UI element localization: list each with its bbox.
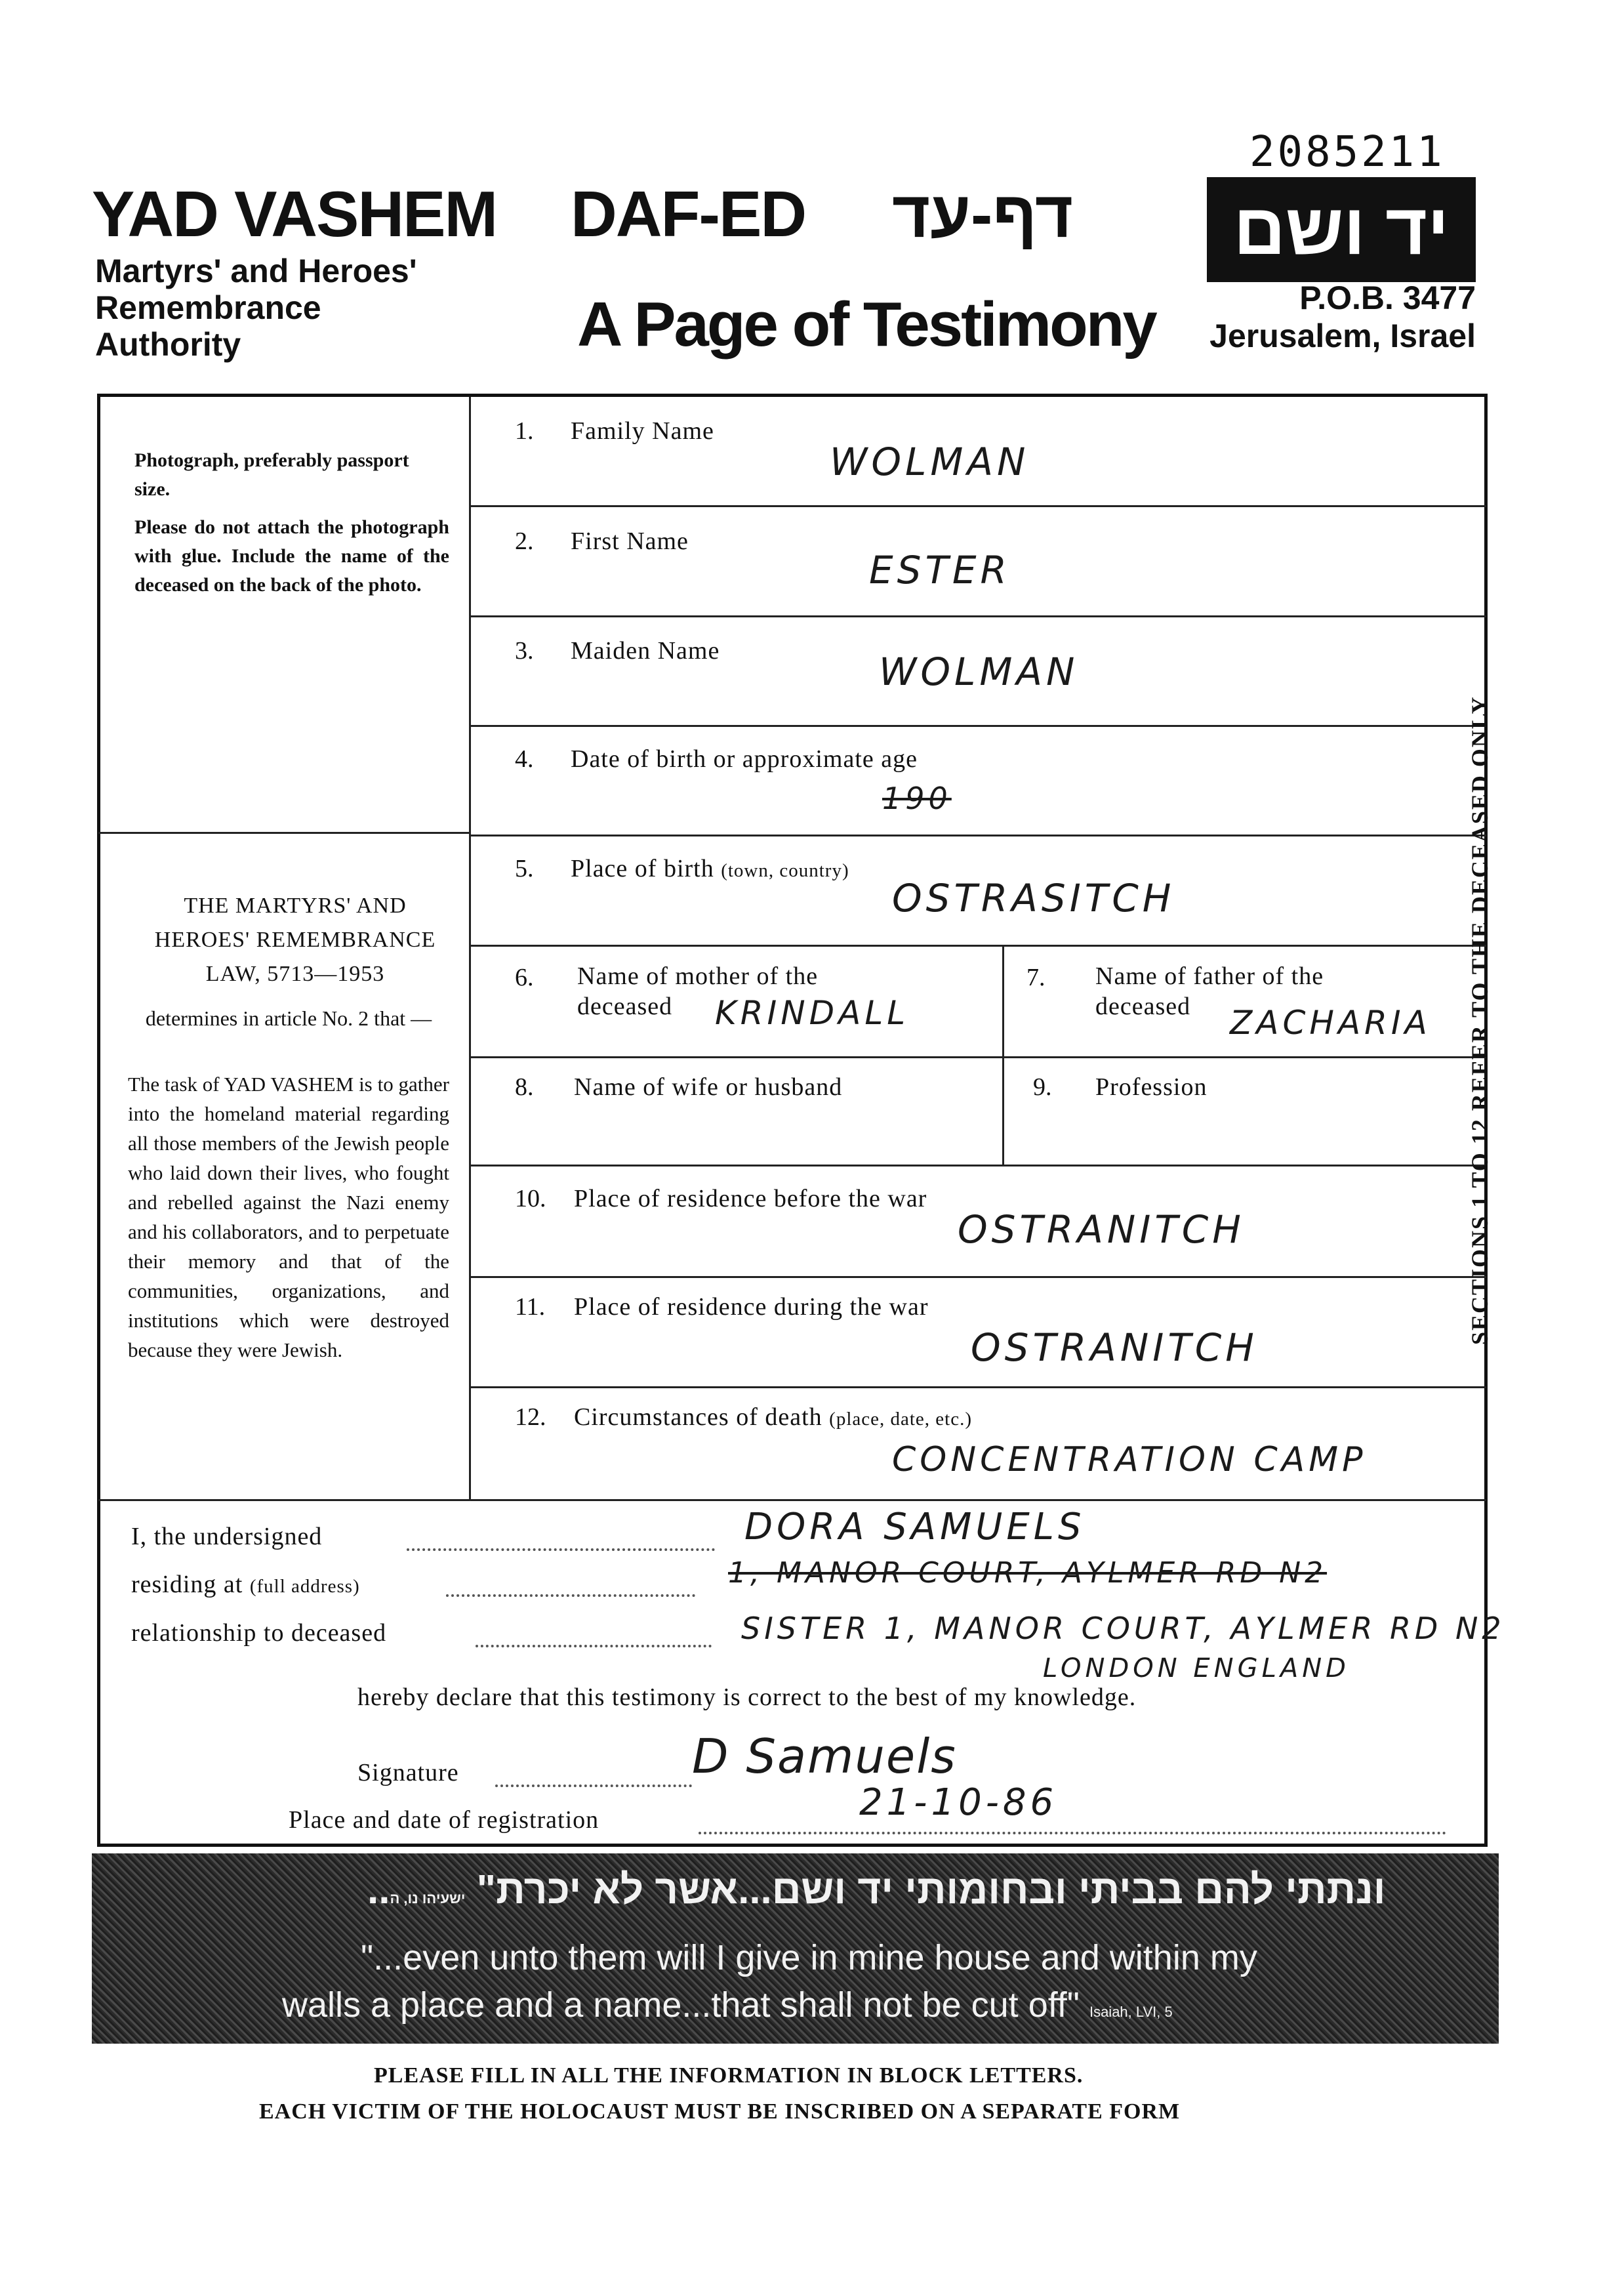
org-name: YAD VASHEM [92, 178, 497, 250]
banner-hebrew-ref: ישעיהו נו, ה [390, 1890, 466, 1907]
dotted-line [407, 1547, 715, 1551]
circumstances-of-death-label [574, 1403, 972, 1432]
mother-name-value[interactable]: KRINDALL [715, 994, 910, 1032]
declaration-divider [98, 1499, 1486, 1501]
mid-column-divider [1002, 945, 1004, 1165]
row-divider [471, 1386, 1486, 1388]
sections-side-note: SECTIONS 1 TO 12 REFER TO THE DECEASED ONLY [1467, 695, 1493, 1345]
field-number: 1. [515, 417, 534, 445]
family-name-value[interactable]: WOLMAN [830, 440, 1030, 484]
hebrew-title: דף-עד [892, 178, 1074, 251]
field-number: 4. [515, 745, 534, 773]
photo-note-size: Photograph, preferably passport size. [134, 449, 409, 500]
daf-ed-title: DAF-ED [571, 178, 806, 250]
org-subtitle-line: Remembrance [95, 289, 321, 326]
field-number: 6. [515, 964, 534, 991]
photo-panel-divider [98, 832, 471, 834]
father-name-label-line: deceased [1095, 993, 1191, 1020]
row-divider [471, 1056, 1486, 1058]
spouse-name-label: Name of wife or husband [574, 1073, 843, 1101]
undersigned-label: I, the undersigned [131, 1523, 323, 1550]
field-number: 12. [515, 1403, 546, 1431]
place-date-value[interactable]: 21-10-86 [859, 1781, 1058, 1824]
maiden-name-label: Maiden Name [571, 637, 720, 665]
date-of-birth-label: Date of birth or approximate age [571, 745, 918, 773]
banner-english-line-2 [282, 1985, 1173, 2025]
family-name-label: Family Name [571, 417, 714, 445]
field-number: 5. [515, 855, 534, 882]
first-name-label: First Name [571, 527, 689, 555]
row-divider [471, 1276, 1486, 1278]
yad-vashem-logo: יד ושם [1207, 177, 1476, 282]
photo-note-instructions: Please do not attach the photograph with glue. Include the name of the deceased on the back of the photo. [134, 516, 449, 596]
residence-during-war-label: Place of residence during the war [574, 1293, 929, 1321]
footer-instruction-1: PLEASE FILL IN ALL THE INFORMATION IN BLOCK LETTERS. [374, 2063, 1084, 2088]
banner-english-text: walls a place and a name...that shall not be cut off" [282, 1985, 1080, 2025]
signature-label: Signature [357, 1759, 459, 1786]
field-number: 2. [515, 527, 534, 555]
photo-note [134, 446, 449, 600]
declaration-statement: hereby declare that this testimony is correct to the best of my knowledge. [357, 1683, 1137, 1711]
org-subtitle-line: Authority [95, 326, 241, 363]
place-of-birth-label [571, 854, 849, 883]
org-subtitle-line: Martyrs' and Heroes' [95, 253, 417, 289]
undersigned-value[interactable]: DORA SAMUELS [744, 1506, 1086, 1548]
father-name-label-line: Name of father of the [1095, 962, 1324, 990]
field-number: 9. [1033, 1073, 1052, 1101]
row-divider [471, 835, 1486, 836]
field-number: 11. [515, 1293, 546, 1321]
dotted-line [476, 1643, 712, 1647]
residing-label-text: residing at [131, 1571, 243, 1598]
dotted-line [495, 1783, 692, 1787]
relationship-value-city[interactable]: LONDON ENGLAND [1043, 1653, 1350, 1683]
law-body: The task of YAD VASHEM is to gather into the homeland material regarding all those members of the Jewish people who laid down their lives, who fought and rebelled against the Nazi enemy and his collaborators, and to perpetuate their memory and that of the communities, organizations, and institutions which were destroyed because they were Jewish. [128, 1073, 449, 1361]
place-of-birth-sublabel: (town, country) [721, 860, 849, 881]
banner-hebrew-text: ..ונתתי להם בביתי ובחומותי יד ושם...אשר לא יכרת" [367, 1867, 1386, 1912]
circumstances-of-death-label-text: Circumstances of death [574, 1403, 822, 1431]
row-divider [471, 505, 1486, 507]
residing-label [131, 1570, 360, 1599]
pob: P.O.B. 3477 [1299, 279, 1476, 316]
father-name-value[interactable]: ZACHARIA [1230, 1004, 1431, 1042]
residing-sublabel: (full address) [249, 1576, 360, 1597]
address-block [1200, 279, 1476, 355]
city: Jerusalem, Israel [1209, 318, 1476, 354]
residence-before-war-label: Place of residence before the war [574, 1185, 927, 1212]
date-of-birth-value[interactable]: 190 [882, 781, 952, 816]
mother-name-label-line: Name of mother of the [577, 962, 819, 990]
banner-english-ref: Isaiah, LVI, 5 [1089, 2004, 1173, 2020]
left-column-divider [469, 397, 471, 1499]
org-subtitle [95, 253, 489, 363]
quote-banner [92, 1853, 1499, 2044]
signature-value[interactable]: D Samuels [692, 1729, 957, 1784]
circumstances-of-death-sublabel: (place, date, etc.) [829, 1409, 973, 1430]
field-number: 8. [515, 1073, 534, 1101]
banner-english-line-1: "...even unto them will I give in mine house and within my [361, 1938, 1257, 1977]
field-number: 10. [515, 1185, 546, 1212]
row-divider [471, 725, 1486, 727]
law-title: THE MARTYRS' AND HEROES' REMEMBRANCE LAW, 5713—1953 [154, 894, 436, 986]
profession-label: Profession [1095, 1073, 1208, 1101]
residence-before-war-value[interactable]: OSTRANITCH [958, 1207, 1245, 1252]
place-date-label: Place and date of registration [289, 1806, 599, 1834]
maiden-name-value[interactable]: WOLMAN [879, 650, 1079, 694]
residing-value[interactable]: 1, MANOR COURT, AYLMER RD N2 [728, 1556, 1328, 1590]
banner-hebrew-quote [367, 1867, 1385, 1913]
field-number: 3. [515, 637, 534, 665]
mother-name-label-line: deceased [577, 993, 673, 1020]
first-name-value[interactable]: ESTER [869, 548, 1011, 592]
document-number: 2085211 [1249, 128, 1445, 176]
row-divider [471, 615, 1486, 617]
relationship-label: relationship to deceased [131, 1619, 387, 1647]
row-divider [471, 945, 1486, 947]
footer-instruction-2: EACH VICTIM OF THE HOLOCAUST MUST BE INSCRIBED ON A SEPARATE FORM [259, 2099, 1181, 2124]
page-title: A Page of Testimony [577, 289, 1156, 360]
relationship-value[interactable]: SISTER 1, MANOR COURT, AYLMER RD N2 [741, 1611, 1505, 1646]
residence-during-war-value[interactable]: OSTRANITCH [971, 1325, 1258, 1370]
field-number: 7. [1026, 964, 1045, 991]
law-determines: determines in article No. 2 that — [145, 1006, 432, 1030]
place-of-birth-label-text: Place of birth [571, 855, 714, 882]
dotted-line [699, 1830, 1446, 1834]
place-of-birth-value[interactable]: OSTRASITCH [892, 876, 1175, 920]
dotted-line [446, 1593, 695, 1597]
circumstances-of-death-value[interactable]: CONCENTRATION CAMP [892, 1440, 1367, 1479]
row-divider [471, 1165, 1486, 1166]
